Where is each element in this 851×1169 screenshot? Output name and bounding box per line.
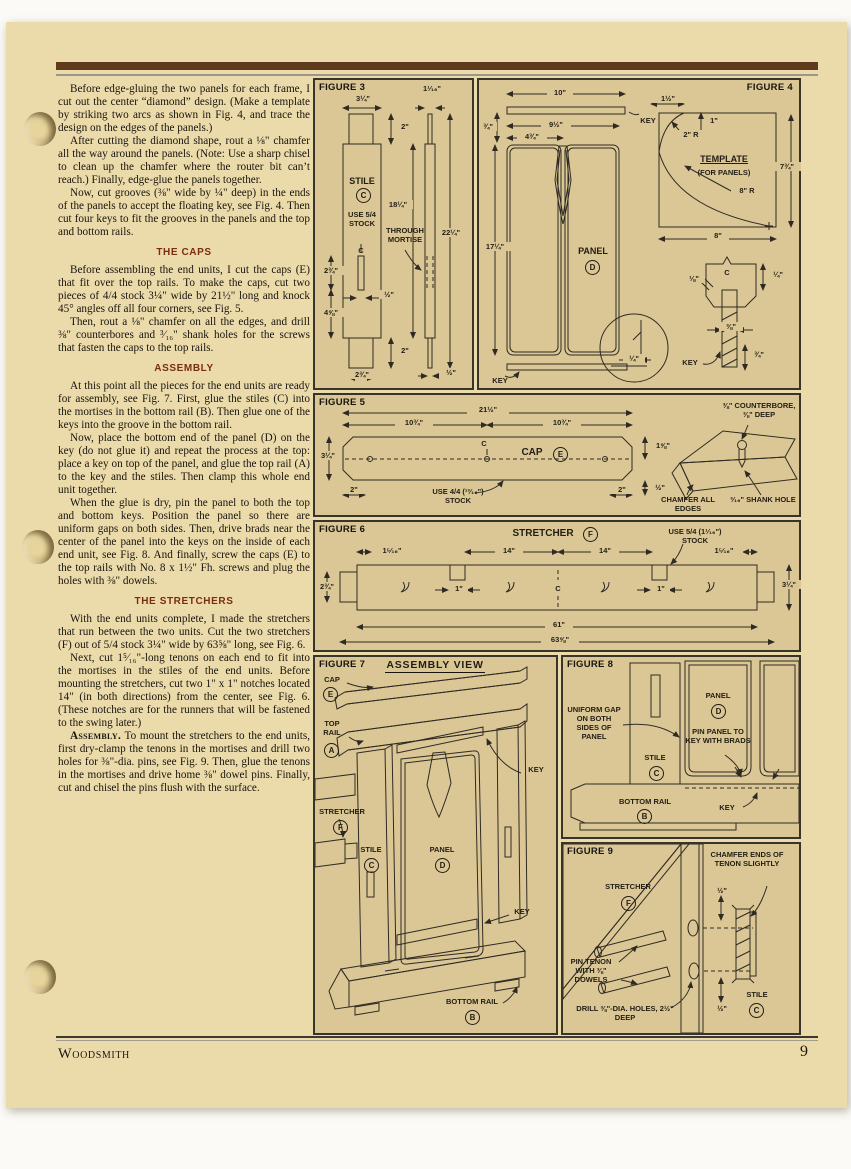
dim-label: 3¼" <box>777 580 801 589</box>
dim-label: 3¼" <box>343 94 383 103</box>
figure-8-title: FIGURE 8 <box>567 659 614 670</box>
dim-label: ⅜" <box>719 322 743 331</box>
hole-punch <box>24 112 56 146</box>
figure-6-title: FIGURE 6 <box>319 524 366 535</box>
part-letter: C <box>649 766 664 781</box>
dim-label: ½" <box>649 483 671 492</box>
part-label-cap: CAP <box>521 447 543 458</box>
dim-label: 14" <box>495 546 523 555</box>
figure-5-title: FIGURE 5 <box>319 397 366 408</box>
hole-punch <box>24 960 56 994</box>
stock-note: USE 5/4 (1¹⁄₁₆") STOCK <box>668 527 722 545</box>
chamfer-note: CHAMFER ENDS OF TENON SLIGHTLY <box>710 850 784 868</box>
dim-label: ¼" <box>623 354 645 363</box>
run-in-heading: Assembly. <box>70 730 122 742</box>
dim-label: ⅛" <box>683 274 705 283</box>
header-rule <box>56 62 818 70</box>
figure-9 <box>561 842 801 1035</box>
dim-label: 10¾" <box>543 418 581 427</box>
pin-tenon-note: PIN TENON WITH ⅜" DOWELS <box>570 957 612 984</box>
stile-label: STILE <box>644 753 666 762</box>
part-letter: D <box>585 260 600 275</box>
bottom-rail-label: BOTTOM RAIL <box>446 997 498 1006</box>
dim-label: 63⅝" <box>541 635 579 644</box>
part-label-stretcher: STRETCHER <box>512 528 574 539</box>
part-label-panel: PANEL <box>578 246 608 256</box>
header-rule-thin <box>56 74 818 76</box>
part-letter: E <box>553 447 568 462</box>
center-mark: C <box>724 268 730 277</box>
dim-label: 1½" <box>653 94 683 103</box>
footer-rule-thin <box>56 1040 818 1041</box>
paragraph-text: To mount the stretchers to the end units, first dry-clamp the tenons in the mortises and drill two holes for ⅜"-dia. pins, see Fig. 9. Then, glue the tenons in the mortises and drive home ⅜" dowel pins. Finally, cut and chisel the pins flush with the surface. <box>58 730 310 794</box>
paragraph: Then, rout a ⅛" chamfer on all the edges, and drill ⅜" counterbores and ³⁄₁₆" shank holes for the screws that fasten the caps to the top rails. <box>58 316 310 354</box>
part-letter: B <box>637 809 652 824</box>
center-mark: C <box>481 439 487 448</box>
dim-label: ¾" <box>749 350 769 359</box>
paragraph: Next, cut 1⁵⁄₁₆"-long tenons on each end to fit into the mortises in the stiles of the end units. Before mounting the stretchers, cut two 1" x 1" notches located 14" (in both directions) from the center, see Fig. 6. (These notches are for the runners that will be fastened to the swing later.) <box>58 652 310 729</box>
dim-label: 1⁵⁄₁₆" <box>705 546 743 555</box>
section-heading-caps: THE CAPS <box>156 247 212 258</box>
template-title: TEMPLATE <box>700 154 748 164</box>
dim-label: 22¼" <box>437 228 465 237</box>
dim-label: ½" <box>439 368 463 377</box>
part-letter: F <box>621 896 636 911</box>
assembly-view-heading: ASSEMBLY VIEW <box>386 659 484 671</box>
dim-label: 4¾" <box>517 132 547 141</box>
paragraph: After cutting the diamond shape, rout a ⅛" chamfer all the way around the panels. (Note: Use a sharp chisel to clean up the chamfer where the router bit can’t reach.) Finally, edge-glue the panels together. <box>58 135 310 186</box>
key-label: KEY <box>514 907 530 916</box>
drill-note: DRILL ⅜"-DIA. HOLES, 2½" DEEP <box>576 1004 674 1022</box>
dim-label: 2" <box>395 122 415 131</box>
part-letter: C <box>356 188 371 203</box>
paragraph: Before assembling the end units, I cut the caps (E) that fit over the top rails. To make the caps, cut two pieces of 4/4 stock 3¼" wide by 21½" long and knock 45° angles off all four corners, see Fig. 5. <box>58 264 310 315</box>
figure-8-drawing <box>563 657 799 837</box>
part-letter: F <box>583 527 598 542</box>
dim-label: ½" <box>379 290 399 299</box>
dim-label: 61" <box>545 620 573 629</box>
dim-label: 18¼" <box>383 200 413 209</box>
template-subtitle: (FOR PANELS) <box>697 168 751 177</box>
key-label: KEY <box>682 358 698 367</box>
dim-label: 1" <box>450 584 468 593</box>
dim-label: 7¾" <box>773 162 801 171</box>
paragraph: When the glue is dry, pin the panel to both the top and bottom keys. Position the panel so there are uniform gaps on both sides. Then, drive brads near the center of the panel into the keys on the inside of each end unit, see Fig. 8. And finally, screw the caps (E) to the top rails with No. 8 x 1½" Fh. screws and plug the holes with ⅜" dowels. <box>58 497 310 587</box>
uniform-gap-note: UNIFORM GAP ON BOTH SIDES OF PANEL <box>567 705 621 741</box>
dim-label: 2" <box>395 346 415 355</box>
figure-7 <box>313 655 558 1035</box>
shank-note: ³⁄₁₆" SHANK HOLE <box>730 495 796 504</box>
dim-label: 10" <box>547 88 573 97</box>
through-mortise-label: THROUGH MORTISE <box>386 226 424 244</box>
top-rail-label: TOP RAIL <box>323 719 341 737</box>
part-letter: B <box>465 1010 480 1025</box>
dim-label: 10¾" <box>395 418 433 427</box>
pin-panel-note: PIN PANEL TO KEY WITH BRADS <box>685 727 751 745</box>
figure-3 <box>313 78 474 390</box>
figure-4-drawing <box>479 80 799 388</box>
cap-label: CAP <box>324 675 340 684</box>
dim-label: 1" <box>705 116 723 125</box>
figure-7-title: FIGURE 7 <box>319 659 366 670</box>
paragraph <box>58 730 310 795</box>
stock-note: USE 4/4 (¹³⁄₁₆") STOCK <box>432 487 484 505</box>
figure-4 <box>477 78 801 390</box>
paragraph: Now, cut grooves (⅜" wide by ¼" deep) in the ends of the panels to accept the floating key, see Fig. 4. Then cut four keys to fit the grooves in the panels and the top and bottom rails. <box>58 187 310 238</box>
paragraph: Before edge-gluing the two panels for each frame, I cut out the center “diamond” design. (Make a template by striking two arcs as shown in Fig. 4, and trace the design on the edges of the panels.) <box>58 83 310 134</box>
dim-label: 2¾" <box>317 266 345 275</box>
stretcher-label: STRETCHER <box>605 882 651 891</box>
dim-label: 1⅝" <box>649 441 677 450</box>
bottom-rail-label: BOTTOM RAIL <box>619 797 671 806</box>
dim-label: 1⁵⁄₁₆" <box>373 546 411 555</box>
dim-label: 2¾" <box>341 370 383 379</box>
footer-rule <box>56 1036 818 1038</box>
dim-label: 21½" <box>467 405 509 414</box>
part-label-stile: STILE <box>349 176 375 186</box>
paragraph: With the end units complete, I made the stretchers that run between the two units. Cut the two stretchers (F) out of 5/4 stock 3¼" wide by 63⅝" long, see Fig. 6. <box>58 613 310 651</box>
section-heading-stretchers: THE STRETCHERS <box>134 596 234 607</box>
figure-3-title: FIGURE 3 <box>319 82 366 93</box>
figure-4-title: FIGURE 4 <box>746 82 793 93</box>
dim-label: 3¼" <box>315 451 341 460</box>
key-label: KEY <box>492 376 508 385</box>
dim-label: ¼" <box>767 270 789 279</box>
magazine-brand: Woodsmith <box>58 1046 130 1062</box>
article-column <box>58 83 310 795</box>
key-label: KEY <box>640 116 656 125</box>
section-heading-assembly: ASSEMBLY <box>154 363 214 374</box>
dim-label: 9½" <box>541 120 571 129</box>
dim-label: 17¼" <box>479 242 511 251</box>
dim-label: 2" R <box>675 130 707 139</box>
panel-label: PANEL <box>429 845 455 854</box>
dim-label: 8" <box>707 231 729 240</box>
dim-label: ¾" <box>479 122 497 131</box>
dim-label: 14" <box>591 546 619 555</box>
dim-label: 2" <box>343 485 365 494</box>
key-label: KEY <box>528 765 544 774</box>
dim-label: 1" <box>652 584 670 593</box>
key-label: KEY <box>719 803 735 812</box>
hole-punch <box>22 530 54 564</box>
stretcher-label: STRETCHER <box>319 807 365 816</box>
dim-label: ½" <box>711 1004 733 1013</box>
paragraph: At this point all the pieces for the end units are ready for assembly, see Fig. 7. First, glue the stiles (C) into the mortises in the bottom rail (B). Then glue one of the keys into the groove in the bottom rail. <box>58 380 310 431</box>
dim-label: ½" <box>711 886 733 895</box>
dim-label: 2¾" <box>315 582 339 591</box>
dim-label: 4⅝" <box>317 308 345 317</box>
stock-note: USE 5/4 STOCK <box>348 210 376 228</box>
part-letter: E <box>323 687 338 702</box>
center-mark: C <box>555 584 561 593</box>
center-mark: C <box>358 246 364 255</box>
dim-label: 2" <box>611 485 633 494</box>
part-letter: A <box>324 743 339 758</box>
part-letter: C <box>364 858 379 873</box>
panel-label: PANEL <box>705 691 731 700</box>
dim-label: 8" R <box>731 186 763 195</box>
dim-label: 1¹⁄₁₆" <box>409 84 455 93</box>
chamfer-note: CHAMFER ALL EDGES <box>661 495 715 513</box>
part-letter: F <box>333 820 348 835</box>
stile-label: STILE <box>746 990 768 999</box>
counterbore-note: ⅜" COUNTERBORE, ⅜" DEEP <box>722 401 796 419</box>
part-letter: D <box>711 704 726 719</box>
figure-9-title: FIGURE 9 <box>567 846 614 857</box>
part-letter: C <box>749 1003 764 1018</box>
figure-5 <box>313 393 801 517</box>
part-letter: D <box>435 858 450 873</box>
figure-6 <box>313 520 801 652</box>
figure-8 <box>561 655 801 839</box>
page-number: 9 <box>800 1043 808 1060</box>
paragraph: Now, place the bottom end of the panel (D) on the key (do not glue it) and repeat the process at the top: place a key on top of the panel, and glue the top rail (A) to the key and the stiles. Then clamp this whole end unit together. <box>58 432 310 496</box>
stile-label: STILE <box>360 845 382 854</box>
